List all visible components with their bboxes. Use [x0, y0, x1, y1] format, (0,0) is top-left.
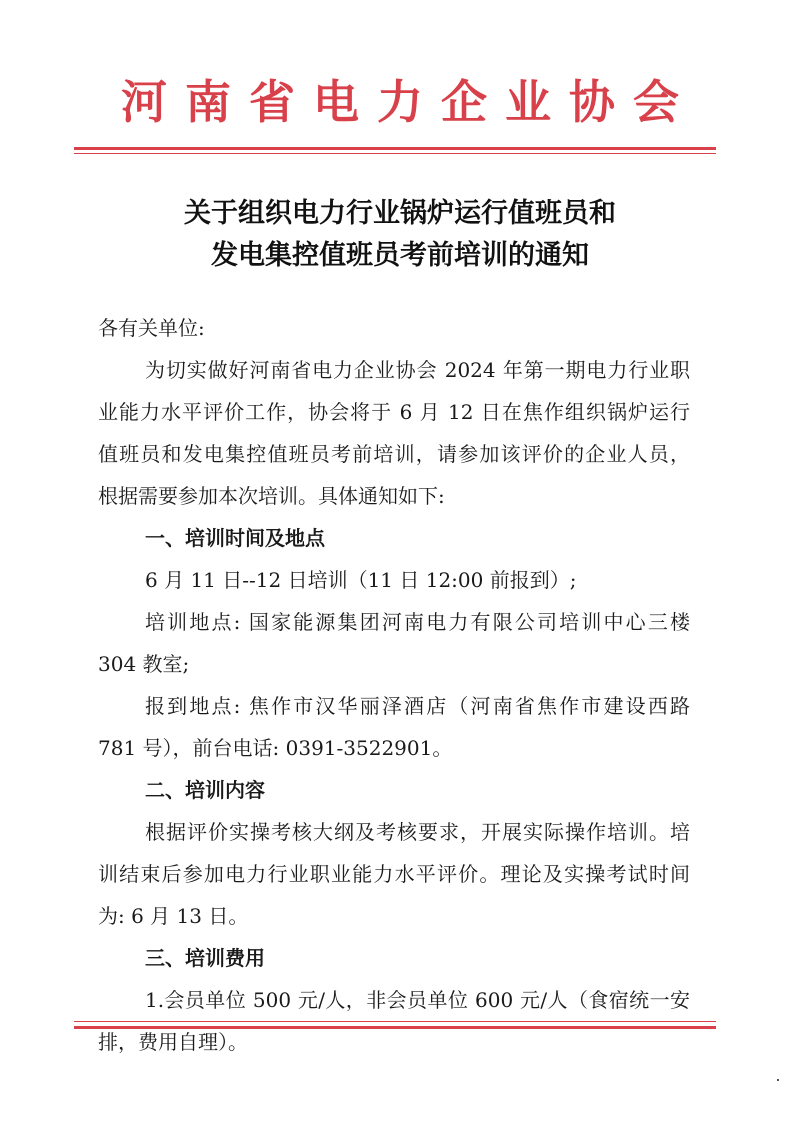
training-venue-line-1: 培训地点: 国家能源集团河南电力有限公司培训中心三楼: [145, 610, 690, 634]
intro-line-2: 业能力水平评价工作，协会将于 6 月 12 日在焦作组织锅炉运行: [98, 400, 690, 424]
training-content-line-3: 为: 6 月 13 日。: [98, 904, 249, 928]
salutation: 各有关单位:: [98, 316, 205, 340]
scan-speck: [777, 1079, 779, 1081]
training-fee-line-2: 排，费用自理）。: [98, 1030, 248, 1054]
checkin-location-line-1: 报到地点: 焦作市汉华丽泽酒店（河南省焦作市建设西路: [145, 694, 690, 718]
intro-line-3: 值班员和发电集控值班员考前培训，请参加该评价的企业人员，: [98, 442, 690, 466]
training-fee-line-1: 1.会员单位 500 元/人，非会员单位 600 元/人（食宿统一安: [145, 988, 690, 1012]
document-title-line-1: 关于组织电力行业锅炉运行值班员和: [184, 198, 616, 229]
training-content-line-1: 根据评价实操考核大纲及考核要求，开展实际操作培训。培: [145, 820, 690, 844]
header-rule-thin: [74, 153, 716, 154]
training-venue-line-2: 304 教室;: [98, 652, 190, 676]
intro-line-4: 根据需要参加本次培训。具体通知如下:: [98, 484, 445, 508]
training-content-line-2: 训结束后参加电力行业职业能力水平评价。理论及实操考试时间: [98, 862, 690, 886]
section-3-heading: 三、培训费用: [145, 946, 265, 970]
organization-header: 河南省电力企业协会: [121, 75, 697, 129]
checkin-location-line-2: 781 号），前台电话: 0391-3522901。: [98, 736, 453, 760]
section-1-heading: 一、培训时间及地点: [145, 526, 325, 550]
document-title-line-2: 发电集控值班员考前培训的通知: [211, 240, 589, 271]
training-time: 6 月 11 日--12 日培训（11 日 12:00 前报到）;: [145, 568, 577, 592]
header-rule-thick: [74, 147, 716, 150]
section-2-heading: 二、培训内容: [145, 778, 265, 802]
intro-line-1: 为切实做好河南省电力企业协会 2024 年第一期电力行业职: [145, 358, 690, 382]
footer-rule-thin: [74, 1021, 716, 1022]
footer-rule-thick: [74, 1026, 716, 1029]
